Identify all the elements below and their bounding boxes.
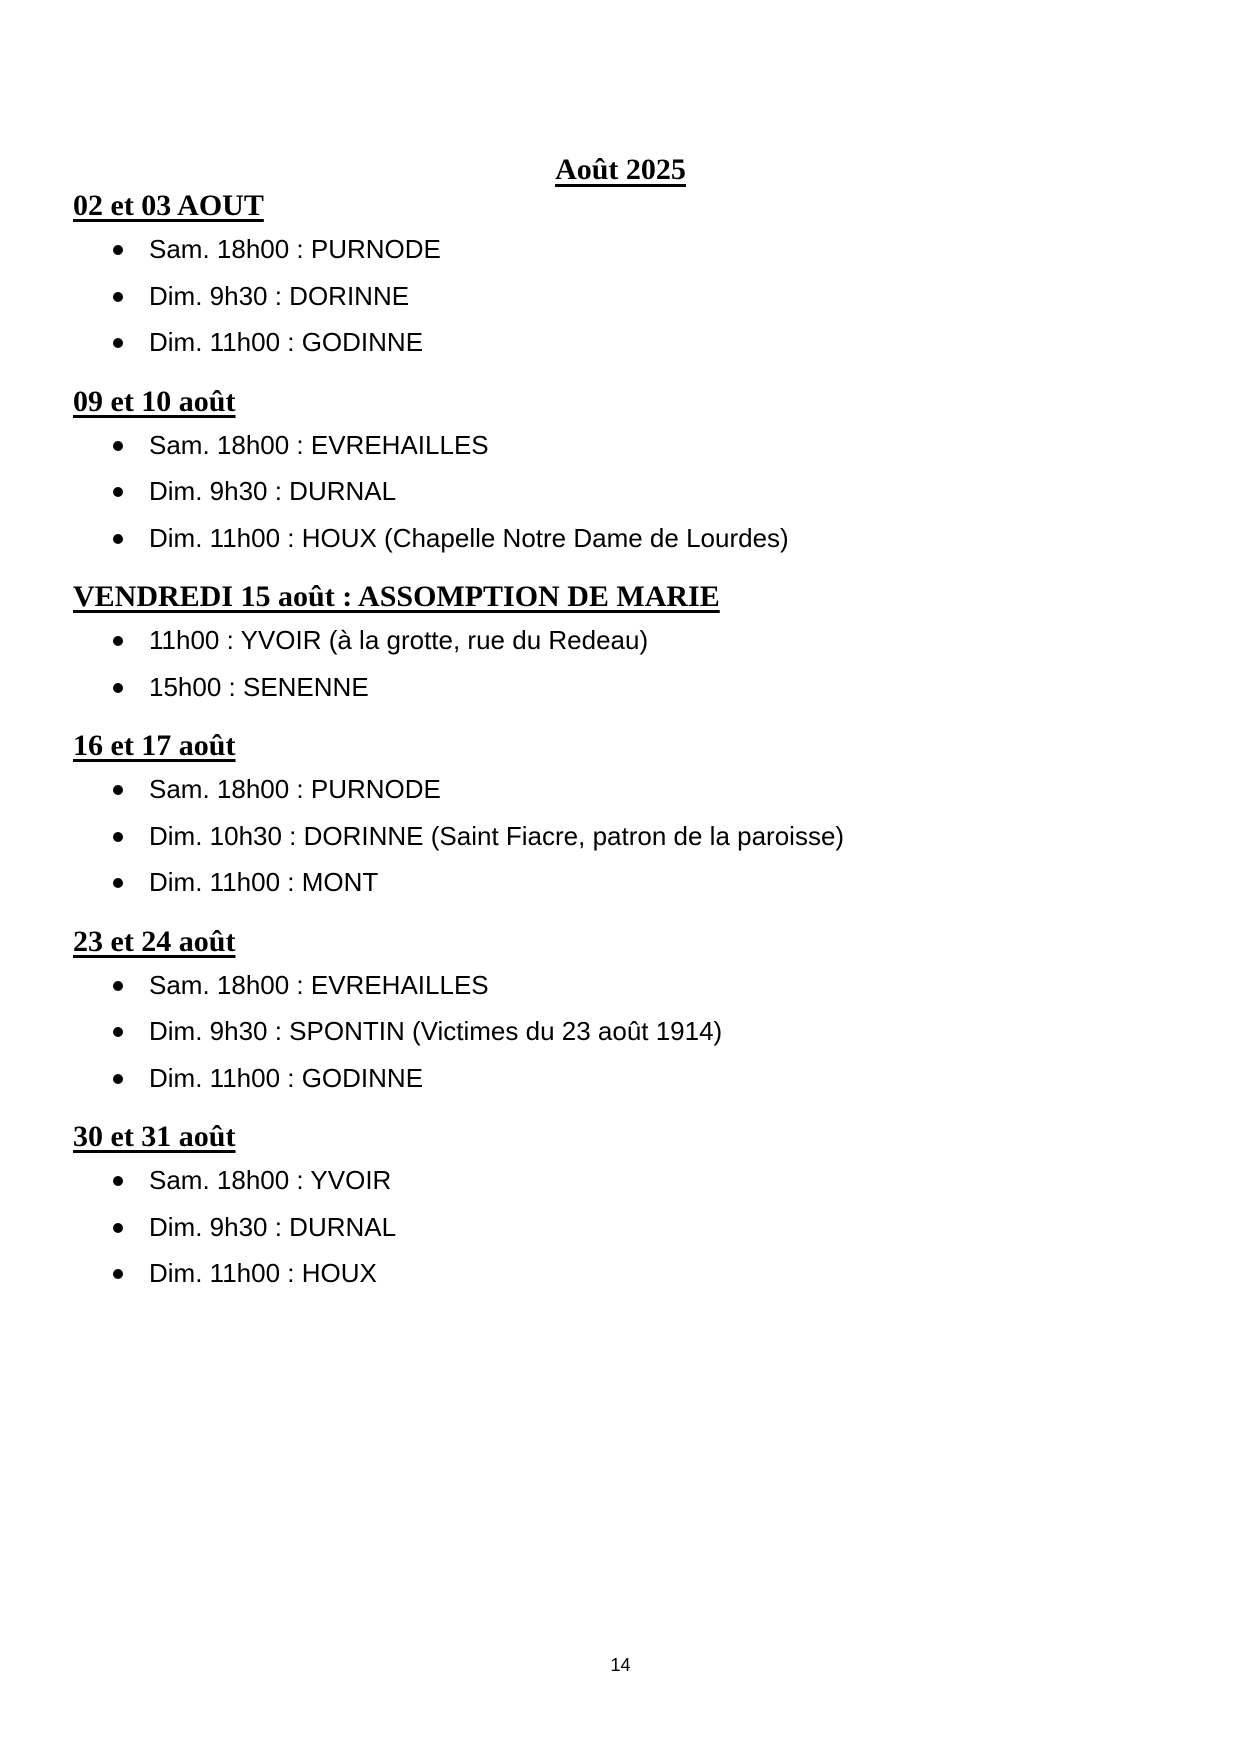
list-item: Dim. 11h00 : GODINNE [73,1055,1173,1102]
page-number: 14 [610,1655,631,1675]
schedule [73,186,1173,1313]
bullet-icon [113,1027,123,1037]
page-title [0,150,1241,187]
bullet-icon [113,878,123,888]
list-item: Sam. 18h00 : YVOIR [73,1157,1173,1204]
bullet-icon [113,785,123,795]
bullet-icon [113,245,123,255]
bullet-icon [113,1176,123,1186]
section-heading: 23 et 24 août [73,924,236,958]
mass-list [73,1157,1173,1297]
mass-list [73,617,1173,710]
list-item: Dim. 9h30 : DURNAL [73,468,1173,515]
page-title-text: Août 2025 [555,153,686,186]
mass-list [73,226,1173,366]
list-item: Sam. 18h00 : PURNODE [73,226,1173,273]
section-heading: 02 et 03 AOUT [73,189,264,222]
bullet-icon [113,534,123,544]
bullet-icon [113,292,123,302]
list-item: Dim. 11h00 : HOUX [73,1250,1173,1297]
list-item: Dim. 11h00 : HOUX (Chapelle Notre Dame de Lourdes) [73,515,1173,562]
section-heading: VENDREDI 15 août : ASSOMPTION DE MARIE [73,580,720,613]
list-item: Sam. 18h00 : EVREHAILLES [73,422,1173,469]
section-heading: 16 et 17 août [73,729,236,762]
list-item: Dim. 11h00 : MONT [73,859,1173,906]
section-16-17-aout [73,726,1173,906]
list-item: Dim. 9h30 : DORINNE [73,273,1173,320]
list-item: 11h00 : YVOIR (à la grotte, rue du Redeau) [73,617,1173,664]
section-30-31-aout [73,1117,1173,1297]
list-item: Sam. 18h00 : EVREHAILLES [73,962,1173,1009]
section-02-03-aout [73,186,1173,366]
section-heading: 09 et 10 août [73,384,236,418]
bullet-icon [113,441,123,451]
section-23-24-aout [73,922,1173,1102]
bullet-icon [113,832,123,842]
bullet-icon [113,683,123,693]
mass-list [73,766,1173,906]
bullet-icon [113,636,123,646]
bullet-icon [113,981,123,991]
section-assomption [73,577,1173,710]
bullet-icon [113,487,123,497]
list-item: 15h00 : SENENNE [73,664,1173,711]
mass-list [73,962,1173,1102]
list-item: Dim. 11h00 : GODINNE [73,319,1173,366]
list-item: Dim. 9h30 : SPONTIN (Victimes du 23 août 1914) [73,1008,1173,1055]
mass-list [73,422,1173,562]
bullet-icon [113,1074,123,1084]
bullet-icon [113,1269,123,1279]
section-09-10-aout [73,382,1173,562]
section-heading: 30 et 31 août [73,1120,236,1153]
list-item: Dim. 9h30 : DURNAL [73,1204,1173,1251]
bullet-icon [113,338,123,348]
bullet-icon [113,1223,123,1233]
list-item: Sam. 18h00 : PURNODE [73,766,1173,813]
list-item: Dim. 10h30 : DORINNE (Saint Fiacre, patron de la paroisse) [73,813,1173,860]
